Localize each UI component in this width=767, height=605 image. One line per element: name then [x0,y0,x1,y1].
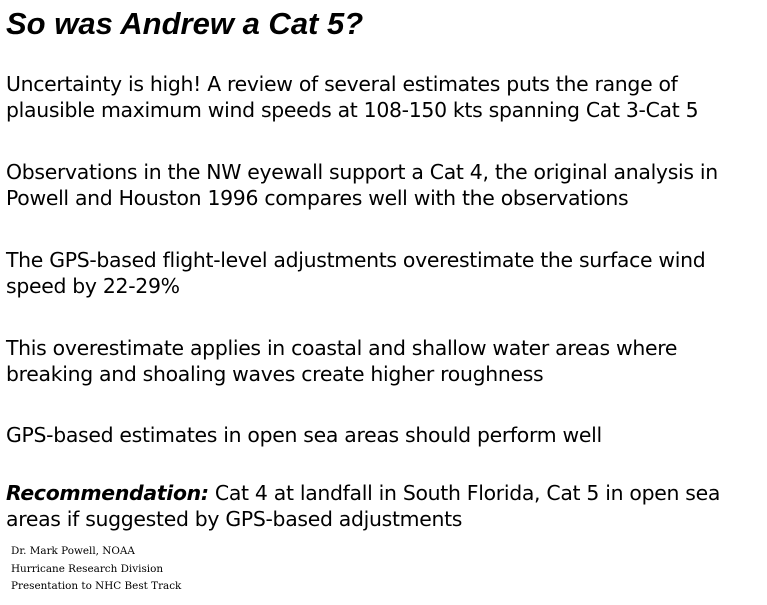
recommendation-text: Cat 4 at landfall in South Florida, Cat 5 in open sea [208,481,721,505]
recommendation-paragraph [6,480,764,532]
paragraph-line: Powell and Houston 1996 compares well with the observations [6,186,629,210]
paragraph-open-sea [6,422,764,448]
paragraph-line: breaking and shoaling waves create higher roughness [6,362,544,386]
recommendation-line [6,480,764,506]
paragraph-line: speed by 22-29% [6,274,180,298]
slide-footer [11,543,181,596]
paragraph-line: This overestimate applies in coastal and shallow water areas where [6,336,678,360]
footer-author: Dr. Mark Powell, NOAA [11,545,135,557]
paragraph-coastal [6,335,764,387]
paragraph-line: Uncertainty is high! A review of several estimates puts the range of [6,72,678,96]
recommendation-label: Recommendation: [6,481,209,505]
paragraph-gps-overestimate [6,247,764,299]
paragraph-uncertainty [6,71,764,123]
paragraph-observations [6,159,764,211]
paragraph-line: plausible maximum wind speeds at 108-150 kts spanning Cat 3-Cat 5 [6,98,699,122]
paragraph-line: The GPS-based flight-level adjustments overestimate the surface wind [6,248,706,272]
footer-division: Hurricane Research Division [11,562,164,575]
paragraph-line: Observations in the NW eyewall support a Cat 4, the original analysis in [6,160,718,184]
slide-title: So was Andrew a Cat 5? [6,6,364,41]
paragraph-line: GPS-based estimates in open sea areas should perform well [6,423,602,447]
recommendation-line: areas if suggested by GPS-based adjustments [6,507,463,531]
footer-venue: Presentation to NHC Best Track [11,580,182,592]
